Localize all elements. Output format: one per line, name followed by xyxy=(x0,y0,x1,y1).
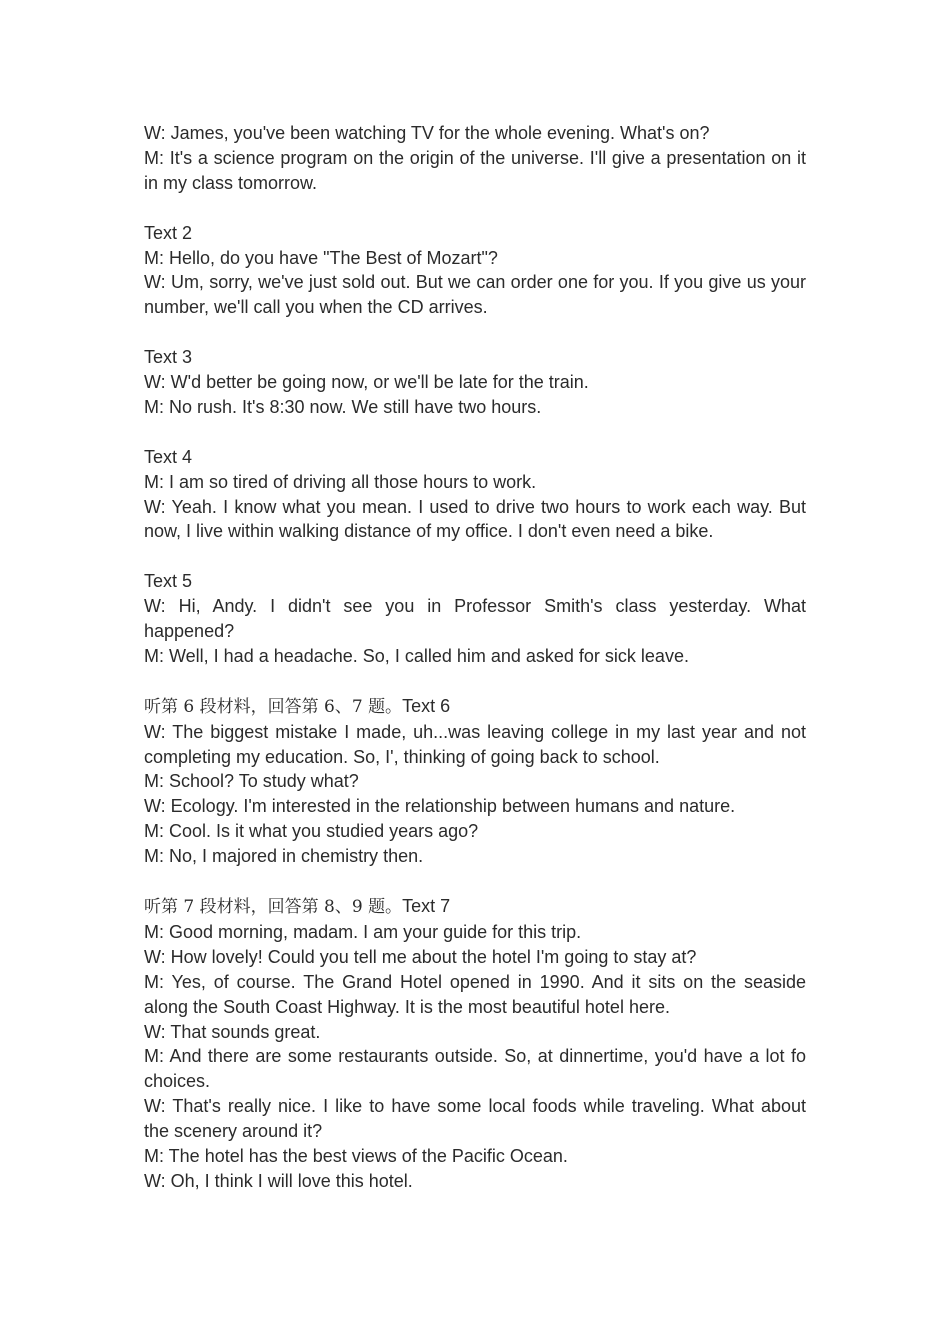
transcript-page xyxy=(144,121,806,1219)
dialogue-line: W: The biggest mistake I made, uh...was leaving college in my last year and not completing my education. So, I', thinking of going back to school. xyxy=(144,721,806,767)
section-heading: Text 2 xyxy=(144,222,193,243)
dialogue-text-5 xyxy=(144,569,806,669)
section-title: Text 6 xyxy=(402,695,451,716)
section-instruction: 听第 7 段材料，回答第 8、9 题。 xyxy=(144,897,403,917)
section-instruction: 听第 6 段材料，回答第 6、7 题。 xyxy=(144,696,403,717)
dialogue-line: M: The hotel has the best views of the Pacific Ocean. xyxy=(144,1146,568,1167)
dialogue-line: M: I am so tired of driving all those hours to work. xyxy=(144,471,537,492)
section-title: Text 7 xyxy=(402,896,451,916)
dialogue-line: M: Good morning, madam. I am your guide for this trip. xyxy=(144,921,582,942)
dialogue-line: M: And there are some restaurants outside. So, at dinnertime, you'd have a lot fo choices. xyxy=(144,1046,806,1092)
dialogue-line: W: How lovely! Could you tell me about the hotel I'm going to stay at? xyxy=(144,946,697,967)
dialogue-line: M: No, I majored in chemistry then. xyxy=(144,846,424,867)
dialogue-line: W: Hi, Andy. I didn't see you in Professor Smith's class yesterday. What happened? xyxy=(144,596,806,642)
dialogue-text-3 xyxy=(144,345,806,420)
dialogue-line: M: School? To study what? xyxy=(144,771,359,792)
dialogue-line: W: Um, sorry, we've just sold out. But we can order one for you. If you give us your number, we'll call you when the CD arrives. xyxy=(144,272,806,318)
dialogue-text-4 xyxy=(144,445,806,545)
dialogue-line: W: James, you've been watching TV for the whole evening. What's on? xyxy=(144,123,710,143)
dialogue-line: W: That sounds great. xyxy=(144,1021,321,1042)
dialogue-text-6 xyxy=(144,694,806,869)
section-heading: Text 5 xyxy=(144,571,193,592)
dialogue-line: M: Cool. Is it what you studied years ago? xyxy=(144,821,479,842)
dialogue-line: W: Yeah. I know what you mean. I used to drive two hours to work each way. But now, I live within walking distance of my office. I don't even need a bike. xyxy=(144,496,806,542)
section-heading xyxy=(144,694,806,720)
dialogue-line: W: Oh, I think I will love this hotel. xyxy=(144,1170,413,1191)
dialogue-text-1 xyxy=(144,121,806,196)
dialogue-line: W: That's really nice. I like to have some local foods while traveling. What about the scenery around it? xyxy=(144,1096,806,1142)
dialogue-text-2 xyxy=(144,221,806,321)
dialogue-line: W: Ecology. I'm interested in the relationship between humans and nature. xyxy=(144,796,736,817)
dialogue-line: M: It's a science program on the origin of the universe. I'll give a presentation on it in my class tomorrow. xyxy=(144,147,806,193)
section-heading: Text 3 xyxy=(144,347,193,368)
dialogue-line: M: Hello, do you have "The Best of Mozart"? xyxy=(144,247,498,268)
section-heading xyxy=(144,894,806,920)
dialogue-line: W: W'd better be going now, or we'll be late for the train. xyxy=(144,372,589,393)
dialogue-line: M: Yes, of course. The Grand Hotel opened in 1990. And it sits on the seaside along the South Coast Highway. It is the most beautiful hotel here. xyxy=(144,971,806,1017)
dialogue-line: M: No rush. It's 8:30 now. We still have two hours. xyxy=(144,396,542,417)
section-heading: Text 4 xyxy=(144,446,193,467)
dialogue-line: M: Well, I had a headache. So, I called him and asked for sick leave. xyxy=(144,645,689,666)
dialogue-text-7 xyxy=(144,894,806,1194)
